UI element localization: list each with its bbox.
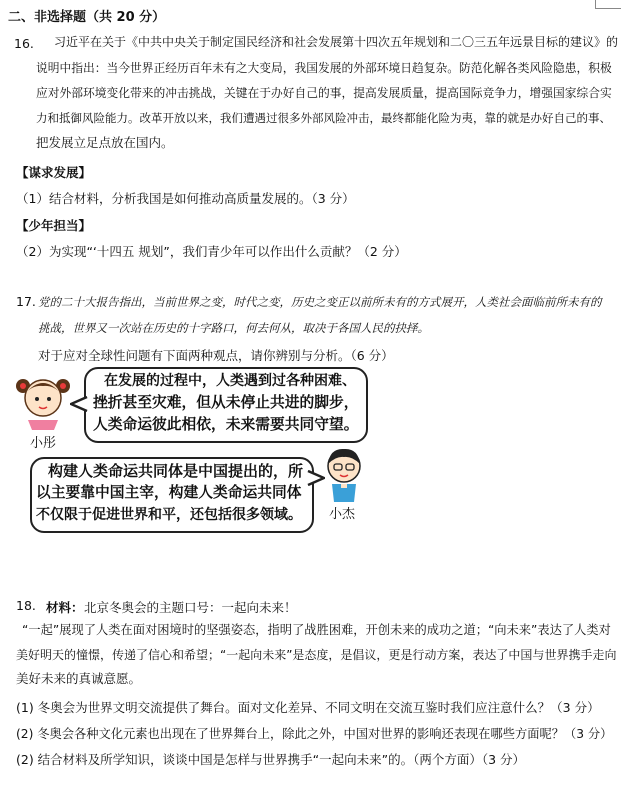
- q18-material-title: 北京冬奥会的主题口号：一起向未来！: [84, 600, 297, 615]
- q16-tag-1: 【谋求发展】: [16, 165, 92, 180]
- q16-tag-2: 【少年担当】: [16, 218, 92, 233]
- q16-line-5: 把发展立足点放在国内。: [36, 135, 174, 150]
- speech-bubble-1-tail: [70, 396, 90, 412]
- q16-line-2: 说明中指出：当今世界正经历百年未有之大变局，我国发展的外部环境日趋复杂。防范化解各类风险隐患，积极: [36, 61, 612, 75]
- speaker-1-line-2: 挫折甚至灾难，但从未停止共进的脚步，: [93, 394, 359, 411]
- speaker-1-line-3: 人类命运彼此相依，未来需要共同守望。: [93, 416, 359, 433]
- section-title: 二、非选择题（共 20 分）: [8, 10, 166, 25]
- q16-line-4: 力和抵御风险能力。改革开放以来，我们遭遇过很多外部风险冲击，最终都能化险为夷，靠的就是办好自己的事、: [36, 111, 611, 125]
- q17-prompt: 对于应对全球性问题有下面两种观点，请你辨别与分析。（6 分）: [38, 348, 394, 363]
- speaker-1-name: 小彤: [30, 436, 57, 451]
- q16-number: 16.: [14, 36, 34, 51]
- speaker-2-line-3: 不仅限于促进世界和平，还包括很多领域。: [36, 507, 302, 523]
- q18-subquestion-1: (1) 冬奥会为世界文明交流提供了舞台。面对文化差异、不同文明在交流互鉴时我们应注意什么？（3 分）: [16, 700, 600, 715]
- q17-number: 17.: [16, 294, 36, 309]
- q18-line-1: “一起”展现了人类在面对困境时的坚强姿态，指明了战胜困难，开创未来的成功之道；“向未来”表达了人类对: [22, 623, 611, 637]
- q18-line-2: 美好明天的憧憬，传递了信心和希望；“一起向未来”是态度，是倡议，更是行动方案，表达了中国与世界携手走向: [16, 648, 617, 662]
- girl-avatar: [14, 372, 72, 430]
- q16-subquestion-1: （1）结合材料，分析我国是如何推动高质量发展的。（3 分）: [16, 191, 355, 206]
- speaker-2-line-2: 以主要靠中国主宰，构建人类命运共同体: [36, 484, 302, 501]
- q18-number: 18.: [16, 598, 36, 613]
- q17-line-1: 党的二十大报告指出，当前世界之变，时代之变，历史之变正以前所未有的方式展开，人类社会面临前所未有的: [38, 295, 602, 309]
- q17-line-2: 挑战，世界又一次站在历史的十字路口，何去何从，取决于各国人民的抉择。: [38, 321, 429, 335]
- page-corner-mark: [595, 0, 621, 9]
- speaker-2-line-1: 构建人类命运共同体是中国提出的，所: [48, 462, 304, 480]
- q16-subquestion-2: （2）为实现“‘十四五 规划”，我们青少年可以作出什么贡献？（2 分）: [16, 244, 407, 259]
- q18-subquestion-2: (2) 冬奥会各种文化元素也出现在了世界舞台上，除此之外，中国对世界的影响还表现在哪些方面呢？（3 分）: [16, 727, 613, 741]
- q16-line-3: 应对外部环境变化带来的冲击挑战，关键在于办好自己的事，提高发展质量，提高国际竞争力，增强国家综合实: [36, 86, 612, 100]
- q16-line-1: 习近平在关于《中共中央关于制定国民经济和社会发展第十四次五年规划和二〇三五年远景目标的建议》的: [54, 35, 619, 49]
- speaker-2-name: 小杰: [329, 507, 356, 522]
- q18-material-label: 材料：: [46, 600, 84, 615]
- speaker-1-line-1: 在发展的过程中，人类遇到过各种困难、: [104, 373, 356, 389]
- q18-subquestion-3: (2) 结合材料及所学知识，谈谈中国是怎样与世界携手“一起向未来”的。（两个方面）（3 分）: [16, 752, 526, 767]
- q18-line-3: 美好未来的真诚意愿。: [16, 671, 142, 686]
- boy-avatar: [322, 446, 366, 502]
